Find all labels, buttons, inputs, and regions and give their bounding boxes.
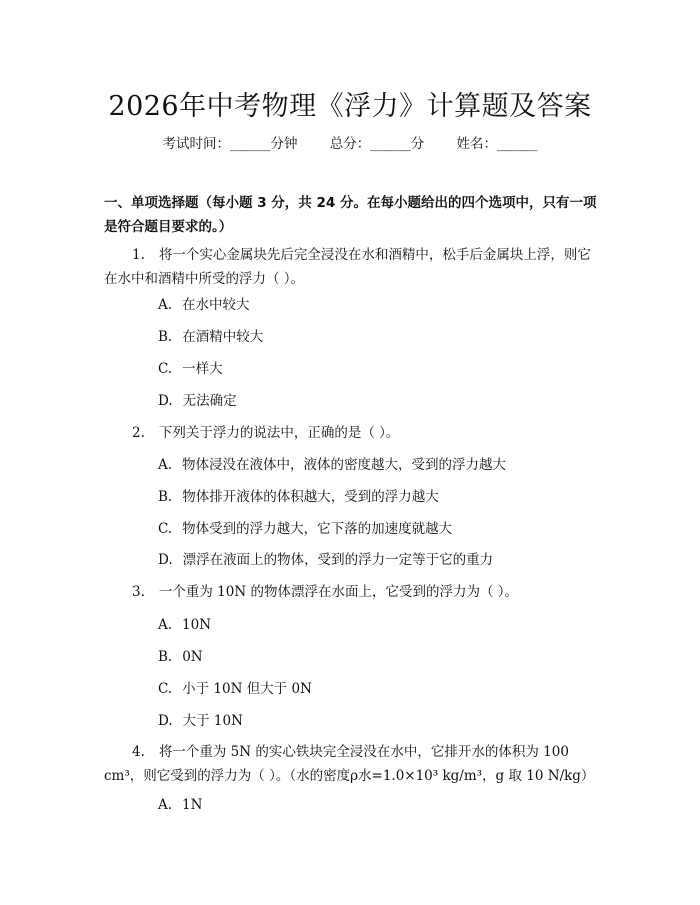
question-text: 将一个重为 5N 的实心铁块完全浸没在水中，它排开水的体积为 100 cm³，则它受到的浮力为（ ）。（水的密度ρ水=1.0×10³ kg/m³，g 取 10 N/kg） [104, 744, 595, 784]
question-text: 一个重为 10N 的物体漂浮在水面上，它受到的浮力为（ ）。 [158, 584, 519, 600]
option-2d: D. 漂浮在液面上的物体，受到的浮力一定等于它的重力 [158, 552, 494, 568]
option-4a: A. 1N [158, 797, 203, 813]
option-3d: D. 大于 10N [158, 713, 243, 729]
option-3b: B. 0N [158, 649, 203, 665]
option-1d: D. 无法确定 [158, 393, 237, 409]
option-3c: C. 小于 10N 但大于 0N [158, 681, 312, 697]
exam-name: 姓名：______ [456, 136, 538, 152]
question-number: 3. [132, 584, 145, 600]
exam-score: 总分：______分 [329, 136, 425, 152]
option-1a: A. 在水中较大 [158, 297, 250, 313]
question-text: 下列关于浮力的说法中，正确的是（ ）。 [158, 425, 400, 441]
question-number: 4. [132, 744, 145, 760]
question-number: 1. [132, 247, 145, 263]
question-4 [104, 740, 599, 788]
question-3 [104, 580, 599, 604]
option-1c: C. 一样大 [158, 361, 223, 377]
option-2a: A. 物体浸没在液体中，液体的密度越大，受到的浮力越大 [158, 457, 507, 473]
question-1 [104, 243, 599, 291]
exam-time: 考试时间：______分钟 [162, 136, 298, 152]
question-2 [104, 421, 599, 445]
option-2b: B. 物体排开液体的体积越大，受到的浮力越大 [158, 489, 439, 505]
option-3a: A. 10N [158, 617, 212, 633]
option-2c: C. 物体受到的浮力越大，它下落的加速度就越大 [158, 521, 453, 537]
exam-meta [0, 132, 700, 152]
question-text: 将一个实心金属块先后完全浸没在水和酒精中，松手后金属块上浮，则它在水中和酒精中所受的浮力（ ）。 [104, 247, 591, 287]
option-1b: B. 在酒精中较大 [158, 329, 264, 345]
section-heading: 一、单项选择题（每小题 3 分，共 24 分。在每小题给出的四个选项中，只有一项是符合题目要求的。） [104, 195, 597, 235]
question-number: 2. [132, 425, 145, 441]
document-title: 2026年中考物理《浮力》计算题及答案 [108, 91, 592, 122]
